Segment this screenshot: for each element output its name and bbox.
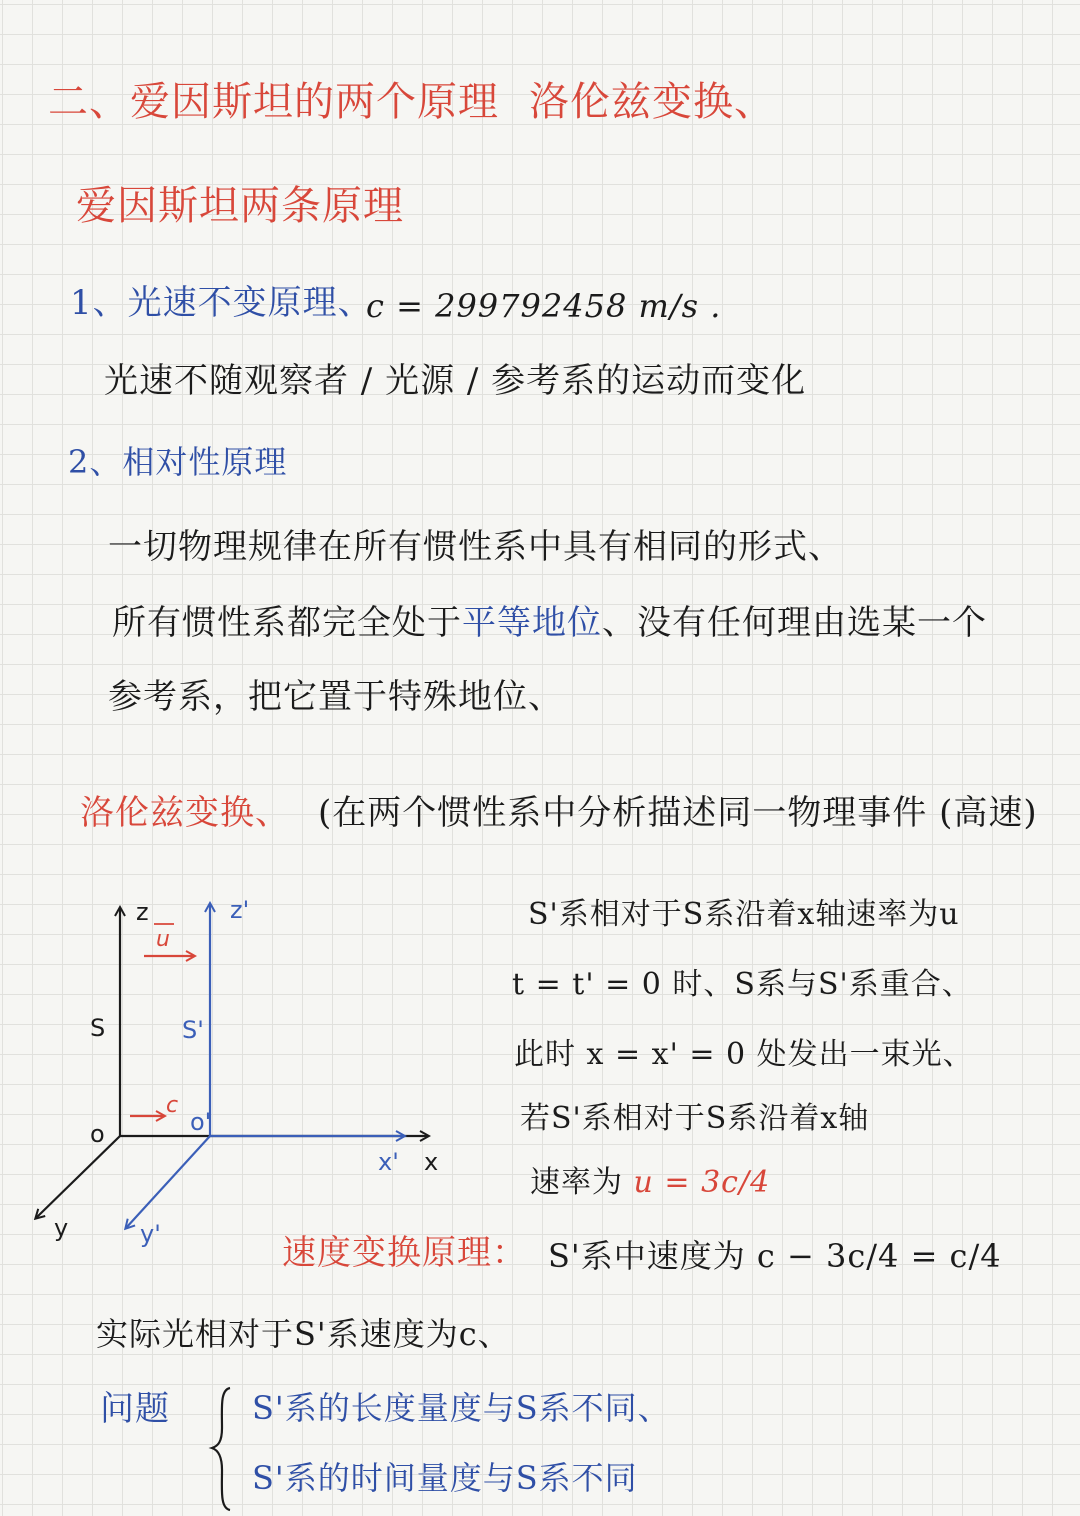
velocity-transform-heading: 速度变换原理： <box>282 1233 527 1273</box>
frame-velocity-note: S'系相对于S系沿着x轴速率为u <box>528 897 960 932</box>
speed-of-light-formula: c = 299792458 m/s . <box>366 287 722 325</box>
page-title <box>48 79 775 125</box>
lorentz-heading: 洛伦兹变换、 <box>80 793 290 833</box>
principle2-text2-b: 、没有任何理由选某一个 <box>602 603 987 643</box>
question-item-time: S'系的时间量度与S系不同 <box>252 1459 638 1497</box>
assumption-note: 若S'系相对于S系沿着x轴 <box>520 1101 870 1136</box>
assumption-speed-prefix: 速率为 <box>530 1165 623 1200</box>
light-emission-note: 此时 x = x' = 0 处发出一束光、 <box>514 1037 974 1072</box>
s-origin-label: o <box>90 1120 105 1148</box>
equal-status-highlight: 平等地位 <box>462 603 602 643</box>
s-prime-frame-axes <box>126 904 404 1228</box>
s-prime-frame-label: S' <box>182 1016 204 1044</box>
s-frame-label: S <box>90 1014 106 1042</box>
assumption-speed-note <box>530 1165 771 1200</box>
title-part1: 二、爱因斯坦的两个原理 <box>48 79 499 125</box>
assumption-speed-value: u = 3c/4 <box>633 1165 771 1200</box>
s-frame-axes <box>36 908 428 1218</box>
light-c-label: c <box>166 1093 179 1118</box>
subtitle: 爱因斯坦两条原理 <box>76 183 404 229</box>
question-item-length: S'系的长度量度与S系不同、 <box>252 1389 671 1427</box>
principle2-text-line3: 参考系，把它置于特殊地位、 <box>108 677 563 717</box>
principle1-heading: 1、光速不变原理、 <box>70 283 373 323</box>
s-prime-y-axis <box>126 1136 210 1228</box>
principle2-heading: 2、相对性原理 <box>68 443 288 481</box>
s-y-label: y <box>54 1214 69 1242</box>
s-prime-origin-label: o' <box>190 1108 212 1136</box>
s-y-axis <box>36 1136 120 1218</box>
principle2-text-line1: 一切物理规律在所有惯性系中具有相同的形式、 <box>108 527 843 567</box>
velocity-transform-result: S'系中速度为 c − 3c/4 = c/4 <box>548 1237 1002 1275</box>
velocity-u-label: u <box>156 927 170 952</box>
title-part2: 洛伦兹变换、 <box>529 79 775 125</box>
coincidence-note: t = t' = 0 时、S系与S'系重合、 <box>512 967 973 1002</box>
actual-speed-note: 实际光相对于S'系速度为c、 <box>96 1315 511 1353</box>
question-label: 问题 <box>100 1389 170 1429</box>
reference-frames-diagram <box>0 880 480 1260</box>
principle2-text-line2 <box>112 603 987 643</box>
principle2-text2-a: 所有惯性系都完全处于 <box>112 603 462 643</box>
s-z-label: z <box>136 898 149 926</box>
principle1-text: 光速不随观察者 / 光源 / 参考系的运动而变化 <box>104 361 807 401</box>
curly-brace-icon <box>206 1384 242 1514</box>
s-x-label: x <box>424 1148 439 1176</box>
s-prime-x-label: x' <box>378 1148 399 1176</box>
s-prime-z-label: z' <box>230 896 250 924</box>
s-prime-y-label: y' <box>140 1220 161 1248</box>
lorentz-description: (在两个惯性系中分析描述同一物理事件 (高速) <box>318 793 1038 833</box>
